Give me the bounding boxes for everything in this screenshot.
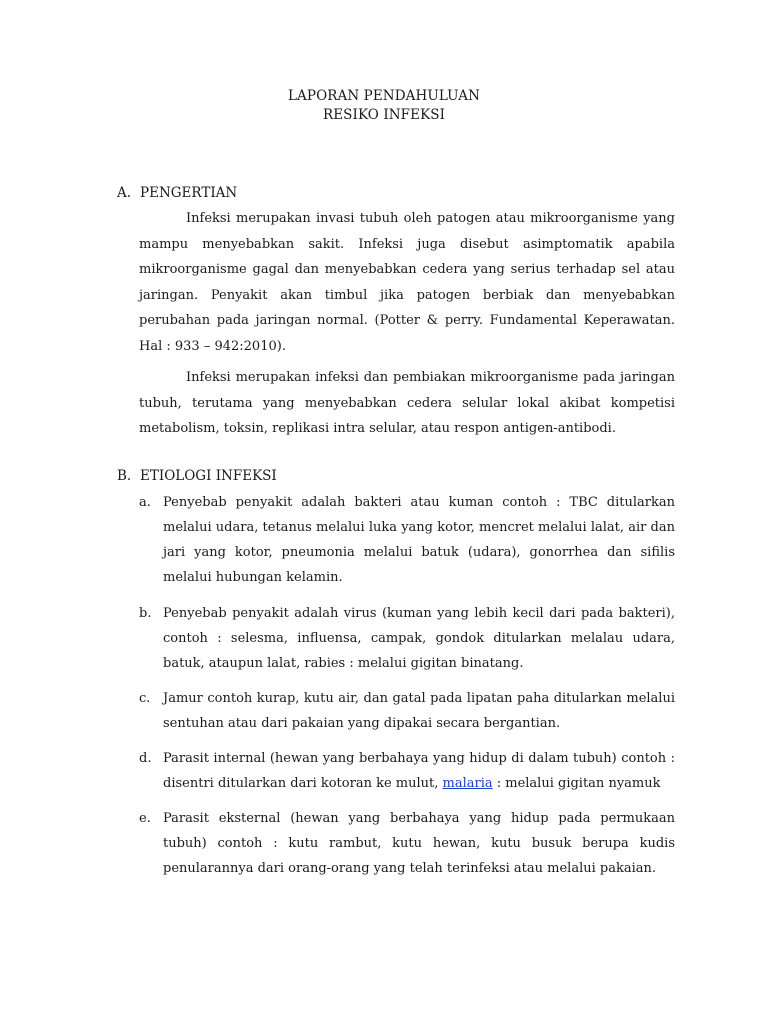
list-item	[139, 806, 675, 881]
section-a-letter: A.	[117, 185, 132, 201]
list-item-text: Parasit eksternal (hewan yang berbahaya yang hidup pada permukaan tubuh) contoh : kutu rambut, kutu hewan, kutu busuk berupa kudis penularannya dari orang-orang yang telah terinfeksi atau melalui pakaian.	[163, 811, 675, 876]
section-a-paragraph-2	[139, 365, 675, 442]
paragraph-text: Infeksi merupakan invasi tubuh oleh patogen atau mikroorganisme yang mampu menyebabkan sakit. Infeksi juga disebut asimptomatik apabila mikroorganisme gagal dan menyebabkan cedera yang serius terhadap sel atau jaringan. Penyakit akan timbul jika patogen berbiak dan menyebabkan perubahan pada jaringan normal. (Potter & perry. Fundamental Keperawatan. Hal : 933 – 942:2010).	[139, 211, 675, 354]
list-marker: b.	[139, 606, 152, 621]
section-b-heading	[117, 468, 277, 484]
list-marker: a.	[139, 495, 151, 510]
list-marker: c.	[139, 691, 151, 706]
document-title-line1: LAPORAN PENDAHULUAN	[287, 88, 480, 104]
malaria-link[interactable]: malaria	[442, 776, 493, 791]
list-item-text: Penyebab penyakit adalah bakteri atau kuman contoh : TBC ditularkan melalui udara, tetanus melalui luka yang kotor, mencret melalui lalat, air dan jari yang kotor, pneumonia melalui batuk (udara), gonorrhea dan sifilis melalui hubungan kelamin.	[163, 495, 675, 585]
list-item	[139, 746, 675, 796]
list-marker: e.	[139, 811, 151, 826]
section-b-letter: B.	[117, 468, 132, 484]
section-a-title: PENGERTIAN	[140, 185, 238, 201]
list-item-text: Penyebab penyakit adalah virus (kuman yang lebih kecil dari pada bakteri), contoh : selesma, influensa, campak, gondok ditularkan melalau udara, batuk, ataupun lalat, rabies : melalui gigitan binatang.	[163, 606, 675, 671]
list-item-text: Jamur contoh kurap, kutu air, dan gatal pada lipatan paha ditularkan melalui sentuhan atau dari pakaian yang dipakai secara bergantian.	[163, 691, 675, 731]
list-item	[139, 601, 675, 676]
list-item	[139, 490, 675, 590]
list-item-text	[163, 746, 675, 796]
section-b-title: ETIOLOGI INFEKSI	[140, 468, 277, 484]
paragraph-text: Infeksi merupakan infeksi dan pembiakan mikroorganisme pada jaringan tubuh, terutama yang menyebabkan cedera selular lokal akibat kompetisi metabolism, toksin, replikasi intra selular, atau respon antigen-antibodi.	[139, 370, 675, 437]
list-item-text-before: Parasit internal (hewan yang berbahaya yang hidup di dalam tubuh) contoh : disentri ditularkan dari kotoran ke mulut,	[163, 751, 675, 791]
section-a-paragraph-1	[139, 206, 675, 360]
list-item-text-after: : melalui gigitan nyamuk	[492, 776, 661, 791]
list-marker: d.	[139, 751, 152, 766]
section-a-heading	[117, 185, 237, 201]
document-title-line2: RESIKO INFEKSI	[322, 107, 446, 123]
list-item	[139, 686, 675, 736]
